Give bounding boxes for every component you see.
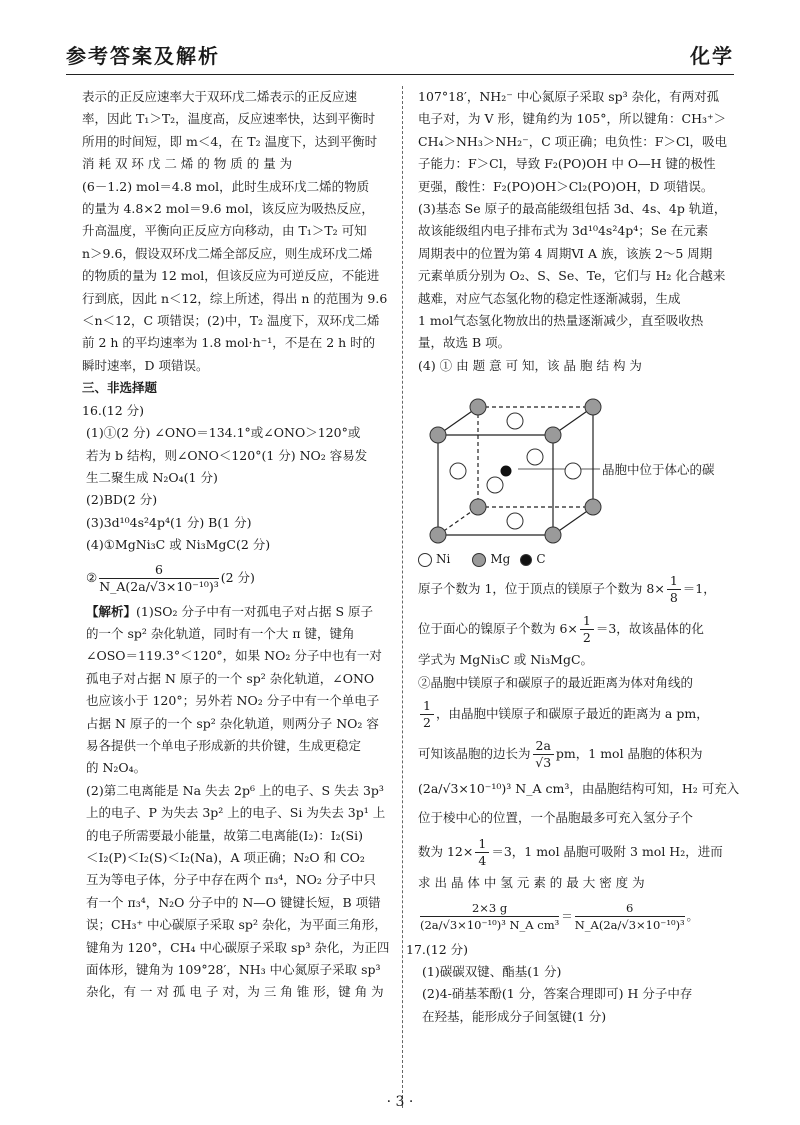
text-line: 的量为 4.8×2 mol＝9.6 mol，该反应为吸热反应， (82, 201, 374, 217)
para11: 求 出 晶 体 中 氢 元 素 的 最 大 密 度 为 (418, 875, 645, 891)
text-line: 率，因此 T₁＞T₂，温度高，反应速率快，达到平衡时 (82, 111, 376, 127)
analysis-line: 误；CH₃⁺ 中心碳原子采取 sp² 杂化，为平面三角形， (86, 917, 387, 933)
text-line: 107°18′，NH₂⁻ 中心氮原子采取 sp³ 杂化，有两对孤 (418, 89, 720, 104)
para6: $\frac{1}{2}$ ，由晶胞中镁原子和碳原子最近的距离为 a pm， (418, 694, 740, 734)
analysis-line: 占据 N 原子的一个 sp² 杂化轨道，则两分子 NO₂ 容 (86, 715, 379, 731)
analysis-line: (2)第二电离能是 Na 失去 2p⁶ 上的电子、S 失去 3p³ (86, 782, 384, 798)
text-line: 更强，酸性：F₂(PO)OH＞Cl₂(PO)OH，D 项错误。 (418, 178, 714, 194)
q16-formula (82, 557, 405, 601)
text-line: n＞9.6，假设双环戊二烯全部反应，则生成环戊二烯 (82, 245, 373, 261)
analysis-line: 键角为 120°，CH₄ 中心碳原子采取 sp³ 杂化，为正四 (86, 939, 390, 955)
para8: (2a/√3×10⁻¹⁰)³ N_A cm³，由晶胞结构可知，H₂ 可充入 (418, 781, 740, 797)
left-para1 (82, 86, 405, 377)
q16-formula-suffix: (2 分) (220, 570, 255, 586)
ni-atom-face (487, 477, 503, 493)
figure-side-label: 晶胞中位于体心的碳 (602, 462, 715, 478)
answer-line: (1)①(2 分) ∠ONO＝134.1°或∠ONO＞120°或 (86, 425, 361, 441)
mg-atom-corner (430, 427, 446, 443)
analysis-line: ＜I₂(P)＜I₂(S)＜I₂(Na)，A 项正确；N₂O 和 CO₂ (86, 850, 365, 865)
para7: 可知该晶胞的边长为 $\frac{2a}{√3}$ pm，1 mol 晶胞的体积为 (418, 737, 703, 770)
para9: 位于棱中心的位置，一个晶胞最多可充入氢分子个 (418, 810, 694, 826)
q16-formula-prefix: ② (86, 570, 98, 586)
analysis-line: 杂化，有 一 对 孤 电 子 对，为 三 角 锥 形，键 角 为 (86, 984, 384, 1000)
analysis-line: 【解析】(1)SO₂ 分子中有一对孤电子对占据 S 原子 (86, 603, 374, 619)
mg-atom-corner (470, 499, 486, 515)
text-line: (6－1.2) mol＝4.8 mol，此时生成环戊二烯的物质 (82, 178, 370, 194)
answer-line: 在羟基，能形成分子间氢键(1 分) (422, 1008, 607, 1024)
right-column (406, 86, 740, 1028)
answer-line: (1)碳碳双键、酯基(1 分) (422, 963, 562, 979)
analysis-line: 有一个 π₃⁴，N₂O 分子中的 N—O 键键长短，B 项错 (86, 894, 381, 910)
mg-atom-corner (470, 399, 486, 415)
header-rule (66, 74, 734, 75)
para2: 原子个数为 1，位于顶点的镁原子个数为 8× $\frac{1}{8}$ ＝1， (418, 572, 716, 605)
mg-atom-corner (585, 499, 601, 515)
text-line: ＜n＜12，C 项错误；(2)中，T₂ 温度下，双环戊二烯 (82, 313, 380, 329)
ni-legend-icon (418, 553, 432, 567)
ni-atom-face (450, 463, 466, 479)
analysis-block (82, 601, 405, 1004)
answer-line: (3)3d¹⁰4s²4p⁴(1 分) B(1 分) (86, 514, 252, 530)
legend-c: C (520, 548, 545, 570)
q16-formula-fraction (99, 562, 219, 595)
analysis-line: 的一个 sp² 杂化轨道，同时有一个大 π 键，键角 (86, 625, 355, 641)
analysis-line: ∠OSO＝119.3°＜120°，如果 NO₂ 分子中也有一对 (86, 648, 382, 664)
text-line: 电子对，为 V 形，键角约为 105°，所以键角：CH₃⁺＞ (418, 111, 727, 127)
c-legend-icon (520, 554, 532, 566)
mg-atom-corner (545, 427, 561, 443)
text-line: 量，故选 B 项。 (418, 335, 511, 351)
analysis-label: 【解析】 (86, 603, 137, 619)
q17-label: 17.(12 分) (406, 941, 469, 957)
section-title: 三、非选择题 (82, 380, 158, 396)
figure-legend (418, 549, 740, 569)
right-para1 (418, 86, 740, 377)
text-line: CH₄＞NH₃＞NH₂⁻，C 项正确；电负性：F＞Cl，吸电 (418, 133, 728, 149)
text-line: 表示的正反应速率大于双环戊二烯表示的正反应速 (82, 89, 358, 104)
para4: 学式为 MgNi₃C 或 Ni₃MgC。 (418, 652, 594, 668)
header-left: 参考答案及解析 (66, 44, 220, 68)
text-line: 瞬时速率，D 项错误。 (82, 357, 209, 373)
mg-atom-corner (430, 527, 446, 543)
q16-formula-numerator: 6 (99, 562, 219, 579)
text-line: 行到底，因此 n＜12，综上所述，得出 n 的范围为 9.6 (82, 290, 388, 306)
para5: ②晶胞中镁原子和碳原子的最近距离为体对角线的 (418, 674, 694, 690)
analysis-line: 互为等电子体，分子中存在两个 π₃⁴，NO₂ 分子中只 (86, 872, 376, 888)
para10: 数为 12× $\frac{1}{4}$ ＝3，1 mol 晶胞可吸附 3 mol H₂，进而 (418, 835, 723, 868)
analysis-line: 也应该小于 120°；另外若 NO₂ 分子中有一个单电子 (86, 693, 380, 709)
answer-line: (2)BD(2 分) (86, 492, 158, 508)
text-line: 1 mol气态氢化物放出的热量逐渐减少，直至吸收热 (418, 313, 704, 329)
legend-mg: Mg (472, 548, 510, 570)
text-line: (3)基态 Se 原子的最高能级组包括 3d、4s、4p 轨道， (418, 201, 727, 217)
text-line: (4) ① 由 题 意 可 知，该 晶 胞 结 构 为 (418, 357, 642, 373)
text-line: 消 耗 双 环 戊 二 烯 的 物 质 的 量 为 (82, 156, 293, 172)
ni-atom-face (507, 413, 523, 429)
legend-ni: Ni (418, 548, 450, 570)
ni-atom-face (527, 449, 543, 465)
text-line: 前 2 h 的平均速率为 1.8 mol·h⁻¹，不是在 2 h 时的 (82, 335, 376, 351)
mg-legend-icon (472, 553, 486, 567)
analysis-line: 上的电子、P 为失去 3p² 上的电子、Si 为失去 3p¹ 上 (86, 805, 386, 821)
text-line: 元素单质分别为 O₂、S、Se、Te，它们与 H₂ 化合越来 (418, 268, 726, 284)
answer-line: 若为 b 结构，则∠ONO＜120°(1 分) NO₂ 容易发 (86, 447, 368, 463)
text-line: 故该能级组内电子排布式为 3d¹⁰4s²4p⁴；Se 在元素 (418, 223, 709, 239)
mg-atom-corner (585, 399, 601, 415)
c-atom-body-center (501, 466, 511, 476)
text-line: 越难，对应气态氢化物的稳定性逐渐减弱，生成 (418, 290, 681, 306)
ni-atom-face (565, 463, 581, 479)
text-line: 的物质的量为 12 mol，但该反应为可逆反应，不能进 (82, 268, 380, 284)
crystal-cell-figure (418, 379, 740, 549)
text-line: 子能力：F＞Cl，导致 F₂(PO)OH 中 O—H 键的极性 (418, 156, 716, 172)
header-right: 化学 (690, 44, 734, 68)
page-number: · 3 · (386, 1094, 414, 1110)
analysis-line: 孤电子对占据 N 原子的一个 sp² 杂化轨道，∠ONO (86, 670, 375, 686)
left-column (82, 86, 405, 1004)
text-line: 周期表中的位置为第 4 周期Ⅵ A 族，该族 2～5 周期 (418, 245, 713, 261)
analysis-line: 的电子所需要最小能量，故第二电离能(I₂)：I₂(Si) (86, 827, 363, 843)
q17-answers (418, 961, 740, 1028)
answer-line: (4)①MgNi₃C 或 Ni₃MgC(2 分) (86, 537, 271, 553)
para3: 位于面心的镍原子个数为 6× $\frac{1}{2}$ ＝3，故该晶体的化 (418, 612, 704, 645)
analysis-line: 易各提供一个单电子形成新的共价键，生成更稳定 (86, 737, 362, 753)
text-line: 升高温度，平衡向正反应方向移动，由 T₁＞T₂ 可知 (82, 223, 367, 239)
text-line: 所用的时间短，即 m＜4，在 T₂ 温度下，达到平衡时 (82, 133, 378, 149)
analysis-line: 面体形，键角为 109°28′，NH₃ 中心氮原子采取 sp³ (86, 962, 381, 978)
answer-line: 生二聚生成 N₂O₄(1 分) (86, 469, 218, 485)
q16-label: 16.(12 分) (82, 402, 145, 418)
answer-line: (2)4-硝基苯酚(1 分，答案合理即可) H 分子中存 (422, 986, 693, 1002)
density-formula: $\frac{2\times 3 g}{\text{(2a/√3×10⁻¹⁰)³ N\_A cm³}}$ ＝ $\frac{6}{\text{N\_A(2a/√3×10⁻¹⁰)³}}$ 。 (420, 901, 699, 932)
q16-formula-denominator: N_A(2a/√3×10⁻¹⁰)³ (99, 579, 219, 595)
mg-atom-corner (545, 527, 561, 543)
ni-atom-face (507, 513, 523, 529)
q16-answers (82, 422, 405, 556)
analysis-line: 的 N₂O₄。 (86, 760, 147, 776)
